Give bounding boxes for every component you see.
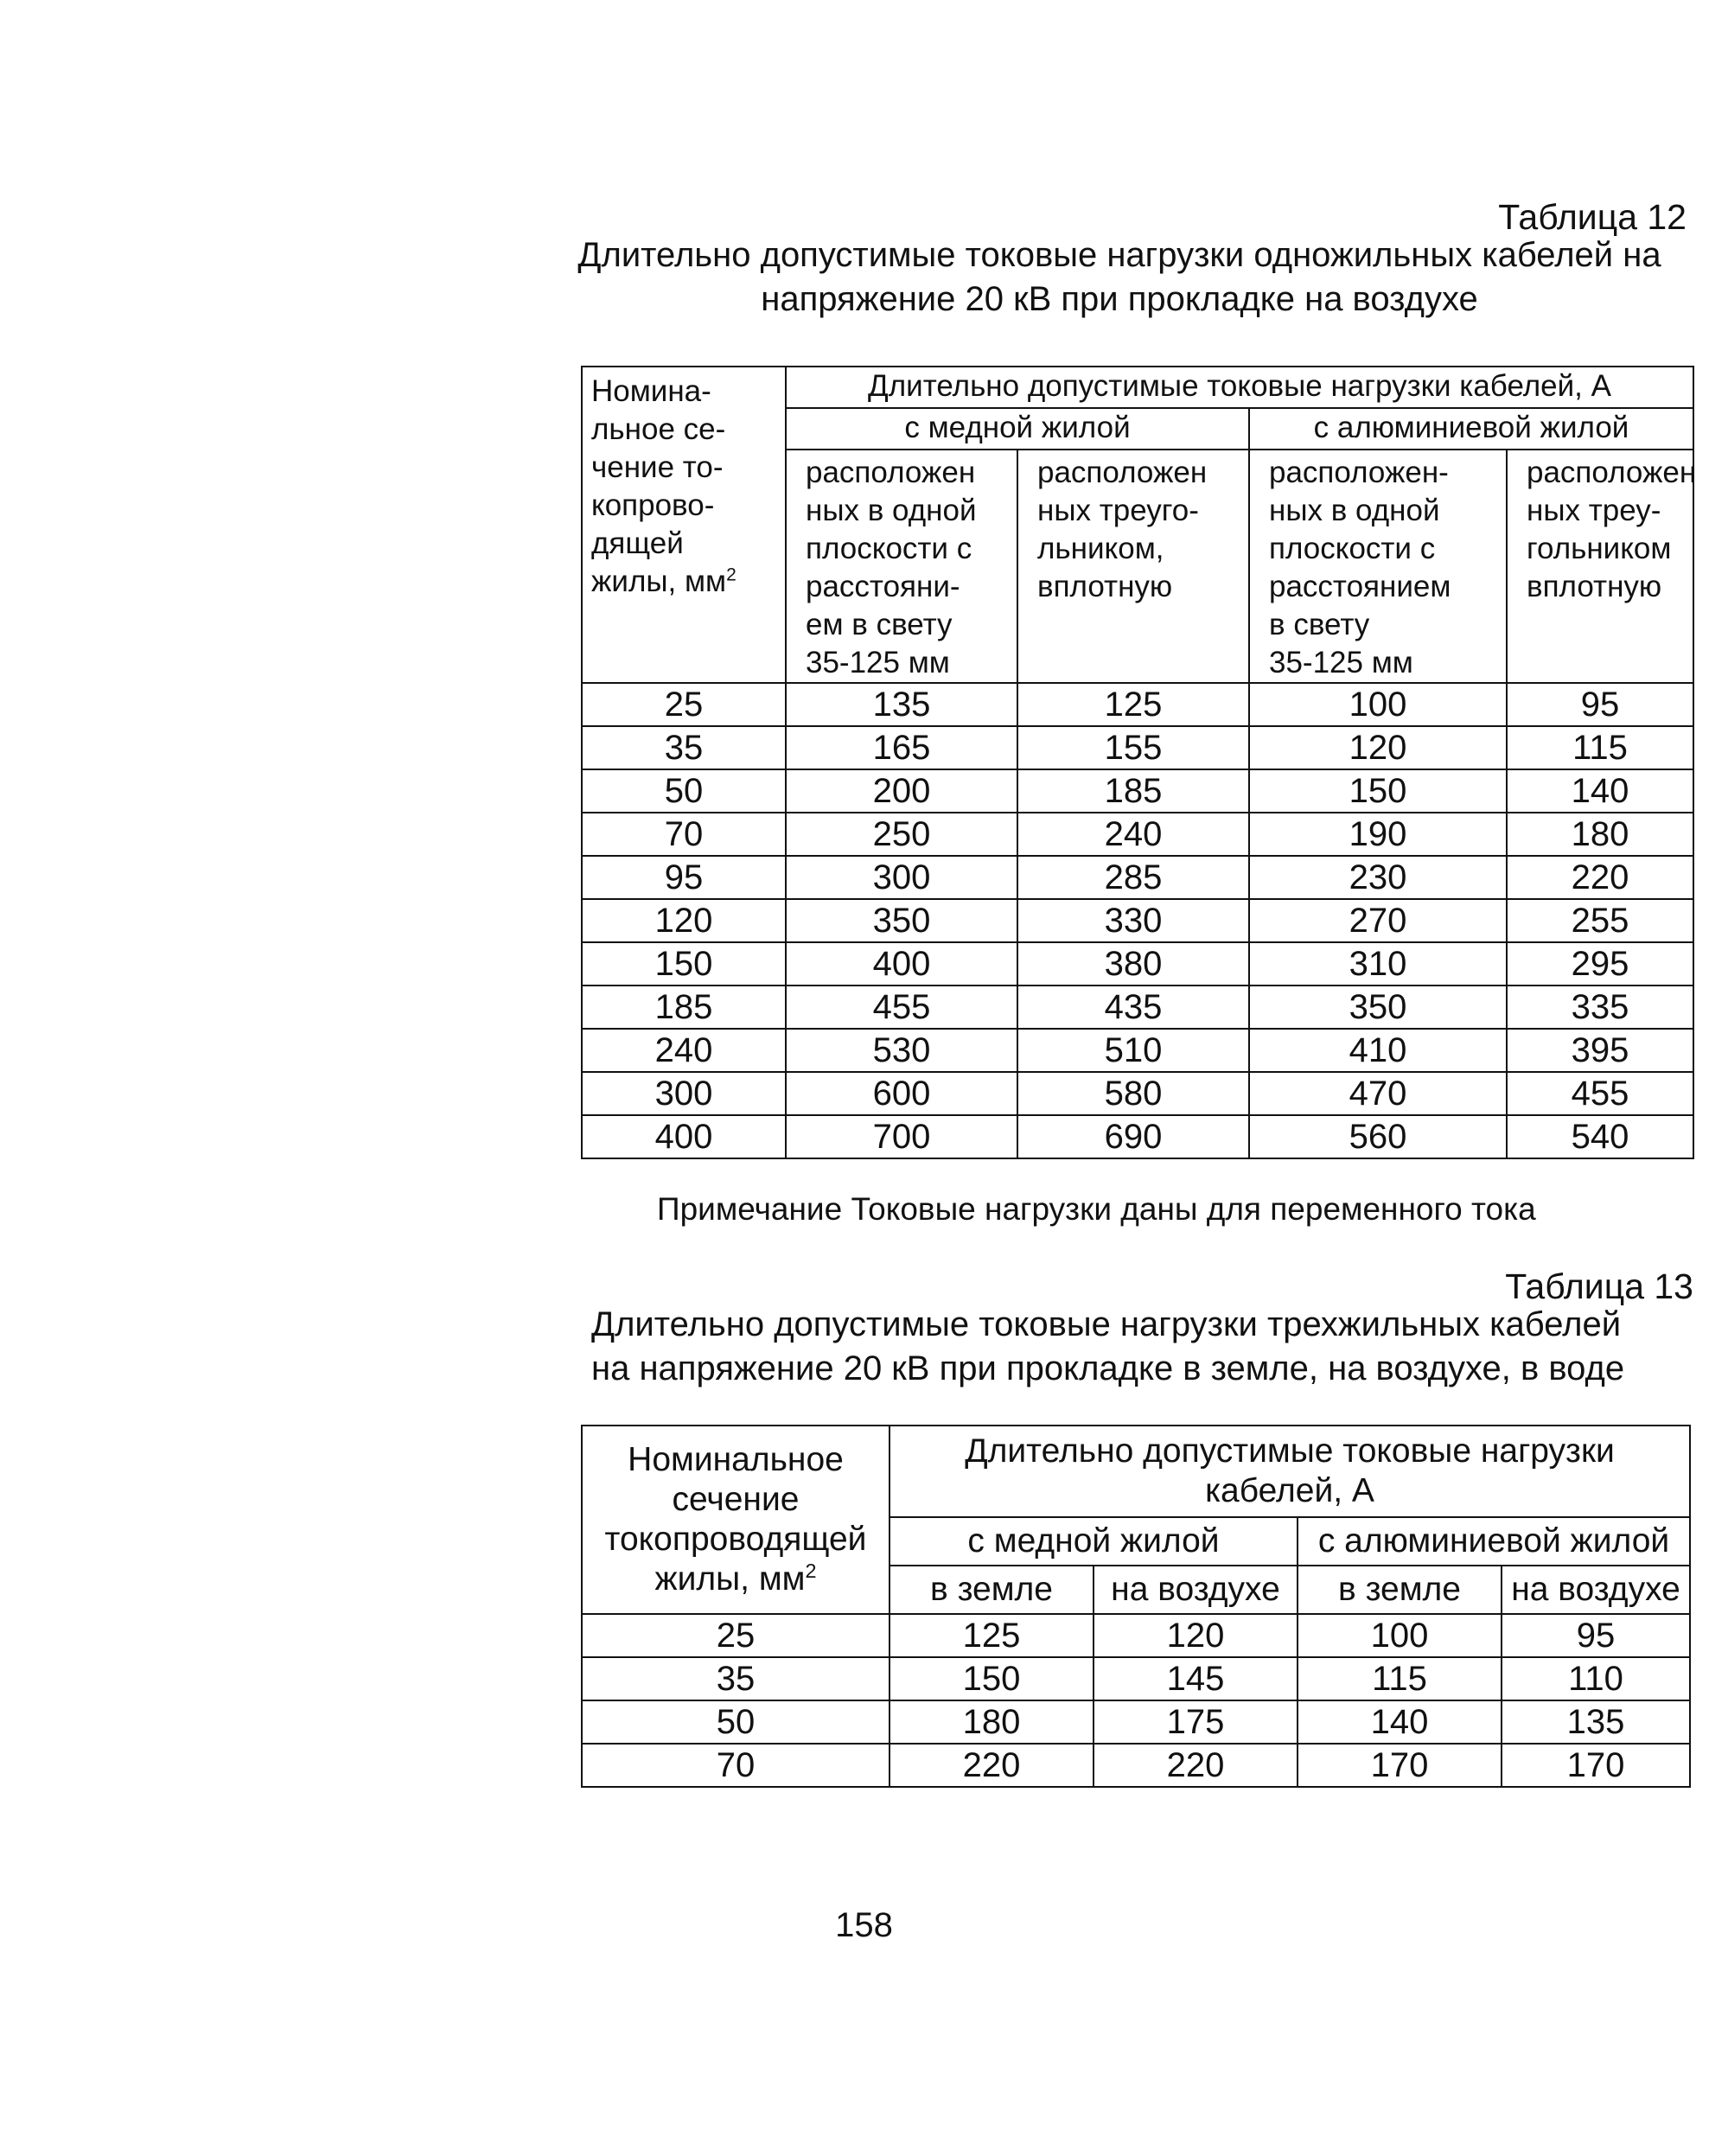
table-cell: 295 — [1507, 942, 1693, 986]
table-cell: 115 — [1507, 726, 1693, 769]
table-cell: 120 — [1249, 726, 1507, 769]
table-cell: 135 — [786, 683, 1017, 726]
table-cell: 35 — [582, 1657, 890, 1700]
table-cell: 70 — [582, 1744, 890, 1787]
table12-header-cu-triangle: расположен ных треуго- льником, вплотную — [1017, 450, 1249, 683]
table-cell: 270 — [1249, 899, 1507, 942]
table-cell: 50 — [582, 1700, 890, 1744]
table-cell: 470 — [1249, 1072, 1507, 1115]
table12-header-loads: Длительно допустимые токовые нагрузки кабелей, А — [786, 367, 1693, 408]
table12-header-copper: с медной жилой — [786, 408, 1249, 450]
table-cell: 350 — [786, 899, 1017, 942]
table13-header-cu-air: на воздухе — [1094, 1566, 1298, 1614]
table-cell: 150 — [1249, 769, 1507, 813]
table13-header-aluminium: с алюминиевой жилой — [1298, 1517, 1690, 1566]
table-row — [582, 1029, 1693, 1072]
table-cell: 50 — [582, 769, 786, 813]
table13-title-line2: на напряжение 20 кВ при прокладке в земле, на воздухе, в воде — [591, 1349, 1625, 1387]
table-cell: 70 — [582, 813, 786, 856]
table12-note: Примечание Токовые нагрузки даны для переменного тока — [657, 1191, 1536, 1227]
table-cell: 690 — [1017, 1115, 1249, 1158]
table12-header-aluminium: с алюминиевой жилой — [1249, 408, 1693, 450]
table-cell: 185 — [1017, 769, 1249, 813]
table-cell: 95 — [1502, 1614, 1690, 1657]
table-cell: 310 — [1249, 942, 1507, 986]
table12-body — [582, 683, 1693, 1158]
table-cell: 95 — [582, 856, 786, 899]
table-cell: 125 — [1017, 683, 1249, 726]
table13-header-al-air: на воздухе — [1502, 1566, 1690, 1614]
table-cell: 540 — [1507, 1115, 1693, 1158]
table-row — [582, 813, 1693, 856]
table12-label: Таблица 12 — [1498, 197, 1687, 237]
table-cell: 180 — [1507, 813, 1693, 856]
table-cell: 100 — [1249, 683, 1507, 726]
table-cell: 395 — [1507, 1029, 1693, 1072]
table-cell: 135 — [1502, 1700, 1690, 1744]
table-cell: 410 — [1249, 1029, 1507, 1072]
table-cell: 240 — [1017, 813, 1249, 856]
table-cell: 380 — [1017, 942, 1249, 986]
table-cell: 25 — [582, 1614, 890, 1657]
table-row — [582, 856, 1693, 899]
table-cell: 400 — [582, 1115, 786, 1158]
table13-body — [582, 1614, 1690, 1787]
table-cell: 110 — [1502, 1657, 1690, 1700]
table-cell: 150 — [582, 942, 786, 986]
table-cell: 240 — [582, 1029, 786, 1072]
table-row — [582, 1115, 1693, 1158]
table-cell: 115 — [1298, 1657, 1502, 1700]
table-cell: 435 — [1017, 986, 1249, 1029]
table13-header-cu-ground: в земле — [890, 1566, 1094, 1614]
table-cell: 100 — [1298, 1614, 1502, 1657]
table-cell: 700 — [786, 1115, 1017, 1158]
table-cell: 140 — [1507, 769, 1693, 813]
table-cell: 180 — [890, 1700, 1094, 1744]
table-row — [582, 769, 1693, 813]
table-row — [582, 942, 1693, 986]
table-cell: 25 — [582, 683, 786, 726]
table-cell: 335 — [1507, 986, 1693, 1029]
table-cell: 560 — [1249, 1115, 1507, 1158]
table13-header-copper: с медной жилой — [890, 1517, 1298, 1566]
table13 — [581, 1425, 1691, 1788]
table-cell: 150 — [890, 1657, 1094, 1700]
table-cell: 300 — [786, 856, 1017, 899]
table-cell: 165 — [786, 726, 1017, 769]
table13-label: Таблица 13 — [1505, 1266, 1693, 1306]
page-number: 158 — [835, 1906, 893, 1944]
table-row — [582, 1700, 1690, 1744]
table-cell: 200 — [786, 769, 1017, 813]
table-row — [582, 1072, 1693, 1115]
table-cell: 510 — [1017, 1029, 1249, 1072]
table-cell: 190 — [1249, 813, 1507, 856]
table-cell: 145 — [1094, 1657, 1298, 1700]
table-cell: 285 — [1017, 856, 1249, 899]
table-cell: 350 — [1249, 986, 1507, 1029]
table-row — [582, 683, 1693, 726]
table12-title: Длительно допустимые токовые нагрузки одножильных кабелей на напряжение 20 кВ при прокладке на воздухе — [577, 236, 1661, 318]
table-row — [582, 1744, 1690, 1787]
table-cell: 400 — [786, 942, 1017, 986]
table12 — [581, 366, 1697, 1159]
table-cell: 250 — [786, 813, 1017, 856]
table-cell: 140 — [1298, 1700, 1502, 1744]
table-cell: 220 — [1507, 856, 1693, 899]
table-cell: 120 — [1094, 1614, 1298, 1657]
table-row — [582, 726, 1693, 769]
table-row — [582, 986, 1693, 1029]
table-cell: 175 — [1094, 1700, 1298, 1744]
table-cell: 95 — [1507, 683, 1693, 726]
table-cell: 35 — [582, 726, 786, 769]
table13-header-section: Номинальное сечение токопроводящей жилы, $мм^2$ — [582, 1426, 890, 1614]
table-row — [582, 1657, 1690, 1700]
table-cell: 300 — [582, 1072, 786, 1115]
table-cell: 125 — [890, 1614, 1094, 1657]
table12-header-cu-plane: расположен ных в одной плоскости с расстояни- ем в свету 35-125 мм — [786, 450, 1017, 683]
table-row — [582, 899, 1693, 942]
table-cell: 120 — [582, 899, 786, 942]
table13-title — [591, 1303, 1689, 1391]
table-cell: 220 — [1094, 1744, 1298, 1787]
table-cell: 170 — [1502, 1744, 1690, 1787]
table-row — [582, 1614, 1690, 1657]
table-cell: 255 — [1507, 899, 1693, 942]
table-cell: 185 — [582, 986, 786, 1029]
table-cell: 600 — [786, 1072, 1017, 1115]
table-cell: 155 — [1017, 726, 1249, 769]
table-cell: 220 — [890, 1744, 1094, 1787]
table13-header-al-ground: в земле — [1298, 1566, 1502, 1614]
table-cell: 530 — [786, 1029, 1017, 1072]
table-cell: 230 — [1249, 856, 1507, 899]
table-cell: 170 — [1298, 1744, 1502, 1787]
table12-header-al-plane: расположен- ных в одной плоскости с расстоянием в свету 35-125 мм — [1249, 450, 1507, 683]
table-cell: 455 — [1507, 1072, 1693, 1115]
table-cell: 330 — [1017, 899, 1249, 942]
table12-header-al-triangle: расположен ных треу- гольником вплотную — [1507, 450, 1693, 683]
table13-title-line1: Длительно допустимые токовые нагрузки трехжильных кабелей — [591, 1305, 1622, 1343]
table13-header-loads: Длительно допустимые токовые нагрузки кабелей, А — [890, 1426, 1690, 1517]
table12-header-section: Номина- льное се- чение то- копрово- дящей жилы, $мм^2$ — [582, 367, 786, 683]
table-cell: 580 — [1017, 1072, 1249, 1115]
table-cell: 455 — [786, 986, 1017, 1029]
